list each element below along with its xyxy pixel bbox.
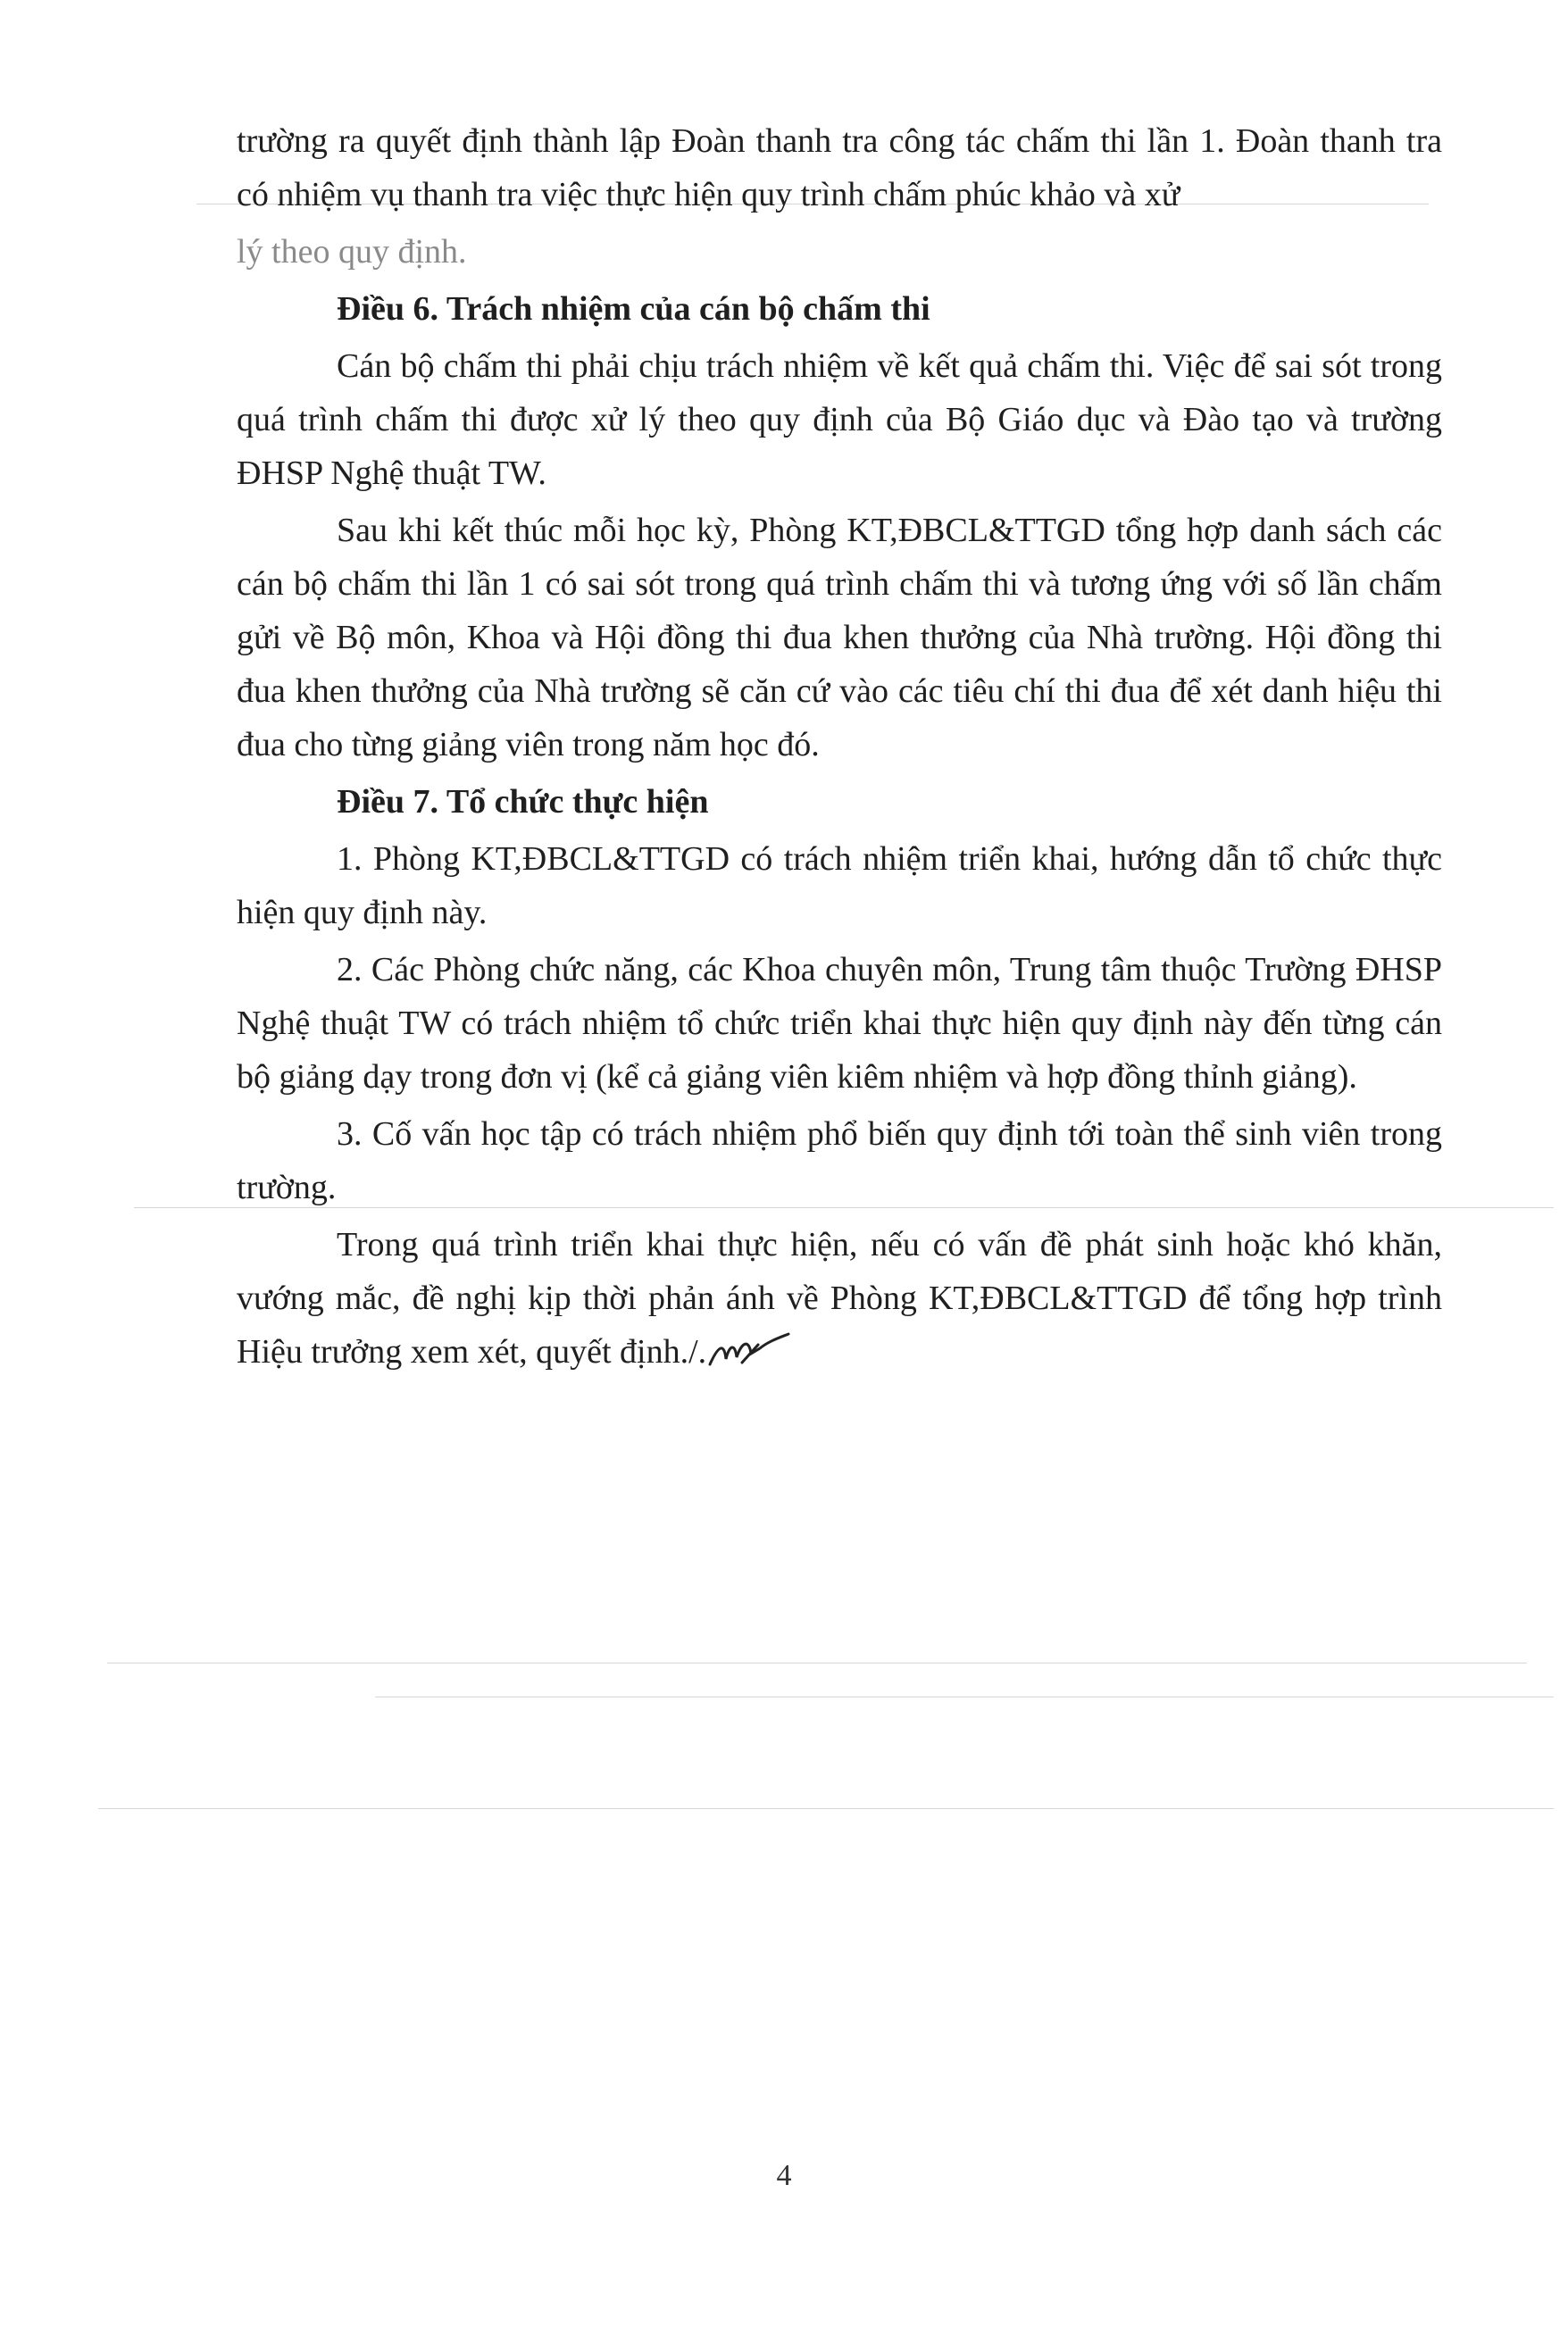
closing-text: Trong quá trình triển khai thực hiện, nếu có vấn đề phát sinh hoặc khó khăn, vướng mắc, đề nghị kịp thời phản ánh về Phòng KT,ĐBCL&TTGD để tổng hợp trình Hiệu trưởng xem xét, quyết định./. — [237, 1226, 1442, 1371]
opening-paragraph-tail: lý theo quy định. — [237, 233, 467, 271]
article-7-item-1: 1. Phòng KT,ĐBCL&TTGD có trách nhiệm triển khai, hướng dẫn tổ chức thực hiện quy định này. — [237, 840, 1442, 931]
page-number: 4 — [776, 2159, 792, 2192]
article-7-heading: Điều 7. Tổ chức thực hiện — [337, 783, 709, 821]
article-6-paragraph-2: Sau khi kết thúc mỗi học kỳ, Phòng KT,ĐBCL&TTGD tổng hợp danh sách các cán bộ chấm thi lần 1 có sai sót trong quá trình chấm thi và tương ứng với số lần chấm gửi về Bộ môn, Khoa và Hội đồng thi đua khen thưởng của Nhà trường. Hội đồng thi đua khen thưởng của Nhà trường sẽ căn cứ vào các tiêu chí thi đua để xét danh hiệu thi đua cho từng giảng viên trong năm học đó. — [237, 512, 1442, 763]
article-6-heading: Điều 6. Trách nhiệm của cán bộ chấm thi — [337, 290, 930, 328]
opening-paragraph: trường ra quyết định thành lập Đoàn thanh tra công tác chấm thi lần 1. Đoàn thanh tra có nhiệm vụ thanh tra việc thực hiện quy trình chấm phúc khảo và xử — [237, 122, 1442, 213]
scan-line — [98, 1808, 1554, 1809]
document-body — [237, 114, 1442, 1382]
article-7-closing — [237, 1218, 1442, 1379]
article-7-item-3: 3. Cố vấn học tập có trách nhiệm phổ biến quy định tới toàn thể sinh viên trong trường. — [237, 1115, 1442, 1206]
article-7-item-2: 2. Các Phòng chức năng, các Khoa chuyên môn, Trung tâm thuộc Trường ĐHSP Nghệ thuật TW có trách nhiệm tổ chức triển khai thực hiện quy định này đến từng cán bộ giảng dạy trong đơn vị (kể cả giảng viên kiêm nhiệm và hợp đồng thỉnh giảng). — [237, 951, 1442, 1096]
article-6-paragraph-1: Cán bộ chấm thi phải chịu trách nhiệm về kết quả chấm thi. Việc để sai sót trong quá trình chấm thi được xử lý theo quy định của Bộ Giáo dục và Đào tạo và trường ĐHSP Nghệ thuật TW. — [237, 347, 1442, 492]
initial-signature-icon — [706, 1332, 791, 1370]
